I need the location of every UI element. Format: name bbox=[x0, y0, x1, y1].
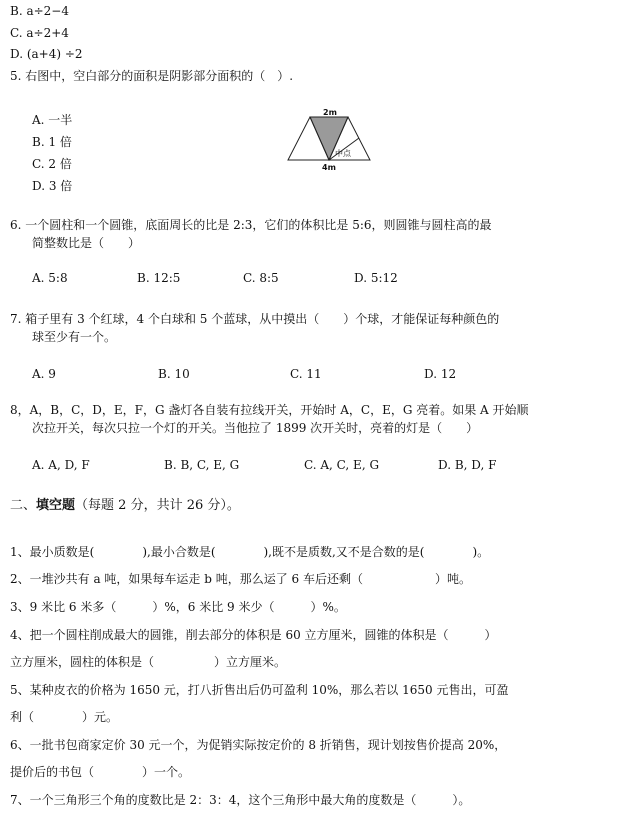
fill-q1: 1、最小质数是( ),最小合数是( ),既不是质数,又不是合数的是( )。 bbox=[10, 545, 490, 559]
q8-line-1: 8，A，B，C，D，E，F，G 盏灯各自装有拉线开关，开始时 A，C，E，G 亮着。如果 A 开始顺 bbox=[10, 403, 529, 417]
section-2-prefix: 二、 bbox=[10, 498, 37, 513]
q7-option-c: C. 11 bbox=[290, 367, 322, 381]
trapezoid-figure bbox=[280, 104, 380, 174]
fill-q4-line-1: 4、把一个圆柱削成最大的圆锥，削去部分的体积是 60 立方厘米，圆锥的体积是（ ） bbox=[10, 628, 497, 642]
q8-option-a: A. A, D, F bbox=[32, 458, 90, 472]
q4-option-c: C. a÷2+4 bbox=[10, 26, 69, 40]
fill-q7: 7、一个三角形三个角的度数比是 2：3：4，这个三角形中最大角的度数是（ ）。 bbox=[10, 793, 471, 807]
q7-line-2: 球至少有一个。 bbox=[32, 330, 117, 344]
fill-q6-line-2: 提价后的书包（ ）一个。 bbox=[10, 765, 191, 779]
q8-option-d: D. B, D, F bbox=[438, 458, 497, 472]
q5-option-a: A. 一半 bbox=[32, 113, 73, 127]
section-2-note: （每题 2 分，共计 26 分）。 bbox=[75, 498, 240, 513]
q6-line-1: 6. 一个圆柱和一个圆锥，底面周长的比是 2:3，它们的体积比是 5:6，则圆锥与圆柱高的最 bbox=[10, 218, 492, 232]
fill-q6-line-1: 6、一批书包商家定价 30 元一个，为促销实际按定价的 8 折销售，现计划按售价提高 20%， bbox=[10, 738, 507, 752]
q7-option-b: B. 10 bbox=[158, 367, 190, 381]
q4-option-b: B. a÷2−4 bbox=[10, 4, 69, 18]
q8-option-b: B. B, C, E, G bbox=[164, 458, 240, 472]
fill-q3: 3、9 米比 6 米多（ ）%，6 米比 9 米少（ ）%。 bbox=[10, 600, 346, 614]
q5-option-d: D. 3 倍 bbox=[32, 179, 73, 193]
q6-line-2: 简整数比是（ ） bbox=[32, 236, 141, 250]
q5-stem: 5. 右图中，空白部分的面积是阴影部分面积的（ ）. bbox=[10, 69, 294, 83]
fill-q2: 2、一堆沙共有 a 吨，如果每车运走 b 吨，那么运了 6 车后还剩（ ）吨。 bbox=[10, 572, 471, 586]
q4-option-d: D. (a+4) ÷2 bbox=[10, 47, 83, 61]
q5-option-b: B. 1 倍 bbox=[32, 135, 72, 149]
fill-q5-line-1: 5、某种皮衣的价格为 1650 元，打八折售出后仍可盈利 10%，那么若以 1650 元售出，可盈 bbox=[10, 683, 509, 697]
top-label: 2m bbox=[323, 108, 337, 117]
q6-option-b: B. 12:5 bbox=[137, 271, 181, 285]
section-2-title: 填空题 bbox=[36, 498, 76, 513]
q7-option-a: A. 9 bbox=[32, 367, 56, 381]
q7-line-1: 7. 箱子里有 3 个红球，4 个白球和 5 个蓝球，从中摸出（ ）个球，才能保证每种颜色的 bbox=[10, 312, 500, 326]
section-2-heading bbox=[10, 498, 240, 514]
q8-option-c: C. A, C, E, G bbox=[304, 458, 380, 472]
q7-option-d: D. 12 bbox=[424, 367, 457, 381]
q5-option-c: C. 2 倍 bbox=[32, 157, 72, 171]
fill-q5-line-2: 利（ ）元。 bbox=[10, 710, 119, 724]
q8-line-2: 次拉开关，每次只拉一个灯的开关。当他拉了 1899 次开关时，亮着的灯是（ ） bbox=[32, 421, 479, 435]
q6-option-a: A. 5:8 bbox=[32, 271, 68, 285]
bottom-label: 4m bbox=[322, 163, 336, 172]
midpoint-label: 中点 bbox=[335, 149, 351, 158]
fill-q4-line-2: 立方厘米，圆柱的体积是（ ）立方厘米。 bbox=[10, 655, 287, 669]
q6-option-c: C. 8:5 bbox=[243, 271, 279, 285]
q6-option-d: D. 5:12 bbox=[354, 271, 398, 285]
